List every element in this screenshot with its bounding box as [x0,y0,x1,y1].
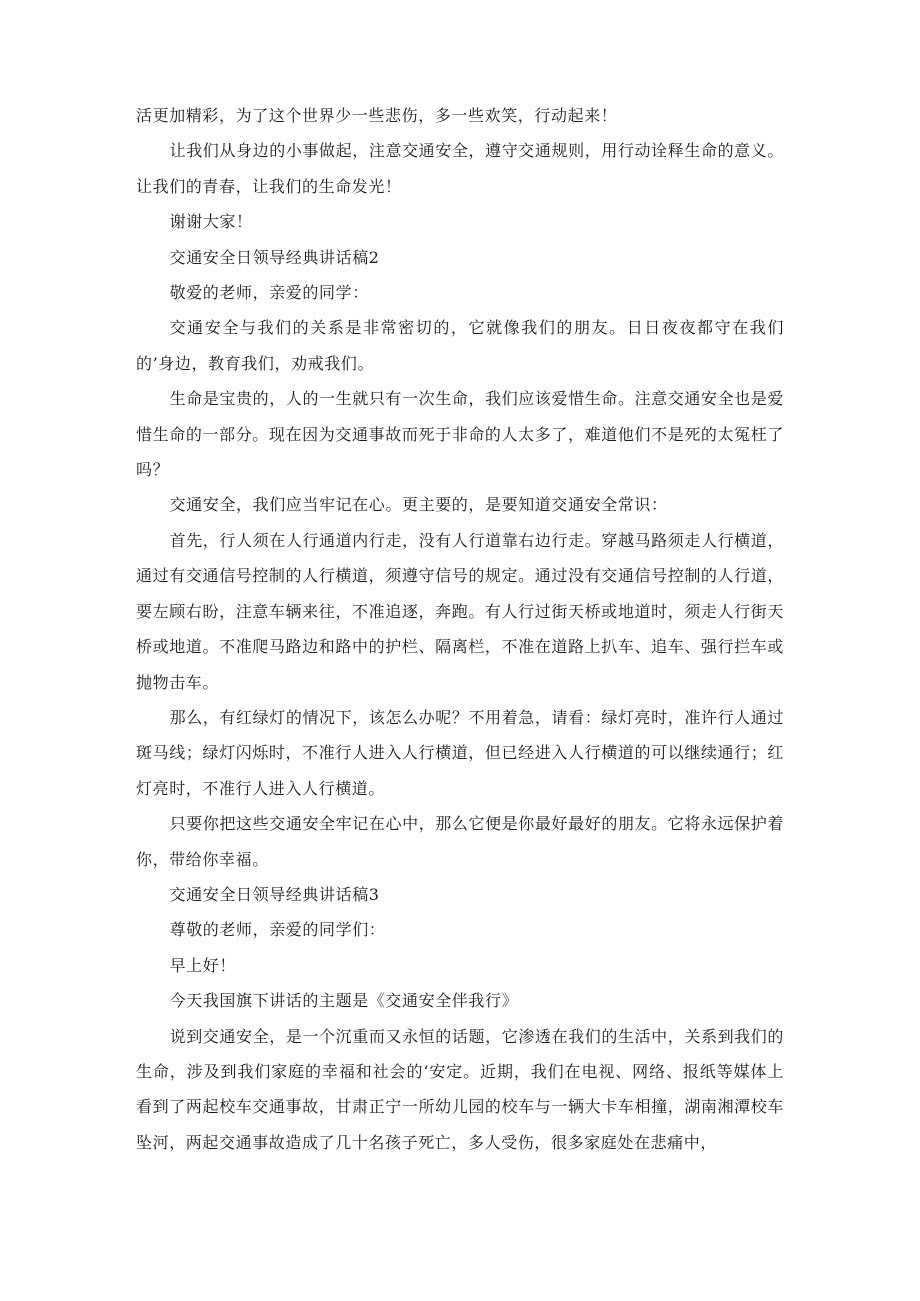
paragraph-16: 说到交通安全，是一个沉重而又永恒的话题，它渗透在我们的生活中，关系到我们的生命，涉及到我们家庭的幸福和社会的‘安定。近期，我们在电视、网络、报纸等媒体上看到了两起校车交通事故，甘肃正宁一所幼儿园的校车与一辆大卡车相撞，湖南湘潭校车坠河，两起交通事故造成了几十名孩子死亡，多人受伤，很多家庭处在悲痛中， [136,1026,784,1152]
document-page [136,98,784,1160]
paragraph-8: 交通安全，我们应当牢记在心。更主要的，是要知道交通安全常识： [169,495,668,515]
paragraph-1: 活更加精彩，为了这个世界少一些悲伤，多一些欢笑，行动起来！ [136,106,618,125]
paragraph-9: 首先，行人须在人行通道内行走，没有人行道靠右边行走。穿越马路须走人行横道，通过有交通信号控制的人行横道，须遵守信号的规定。通过没有交通信号控制的人行道，要左顾右盼，注意车辆来往，不准追逐，奔跑。有人行过街天桥或地道时，须走人行街天桥或地道。不准爬马路边和路中的护栏、隔离栏，不准在道路上扒车、追车、强行拦车或抛物击车。 [136,530,784,692]
greeting: 早上好！ [169,955,236,975]
section-heading-3: 交通安全日领导经典讲话稿3 [169,884,380,904]
paragraph-2: 让我们从身边的小事做起，注意交通安全，遵守交通规则，用行动诠释生命的意义。让我们的青春，让我们的生命发光！ [136,141,784,196]
paragraph-11: 只要你把这些交通安全牢记在心中，那么它便是你最好最好的朋友。它将永远保护着你，带给你幸福。 [136,814,784,869]
paragraph-10: 那么，有红绿灯的情况下，该怎么办呢？不用着急，请看：绿灯亮时，准许行人通过斑马线；绿灯闪烁时，不准行人进入人行横道，但已经进入人行横道的可以继续通行；红灯亮时，不准行人进入人行横道。 [136,707,784,798]
paragraph-3: 谢谢大家！ [169,212,253,232]
paragraph-7: 生命是宝贵的，人的一生就只有一次生命，我们应该爱惜生命。注意交通安全也是爱惜生命的一部分。现在因为交通事故而死于非命的人太多了，难道他们不是死的太冤枉了吗？ [136,389,784,480]
salutation-2: 敬爱的老师，亲爱的同学： [169,283,369,303]
paragraph-6: 交通安全与我们的关系是非常密切的，它就像我们的朋友。日日夜夜都守在我们的’身边，教育我们，劝戒我们。 [136,318,784,373]
speech-topic: 今天我国旗下讲话的主题是《交通安全伴我行》 [169,991,519,1011]
salutation-3: 尊敬的老师，亲爱的同学们： [169,920,386,940]
section-heading-2: 交通安全日领导经典讲话稿2 [169,247,380,267]
